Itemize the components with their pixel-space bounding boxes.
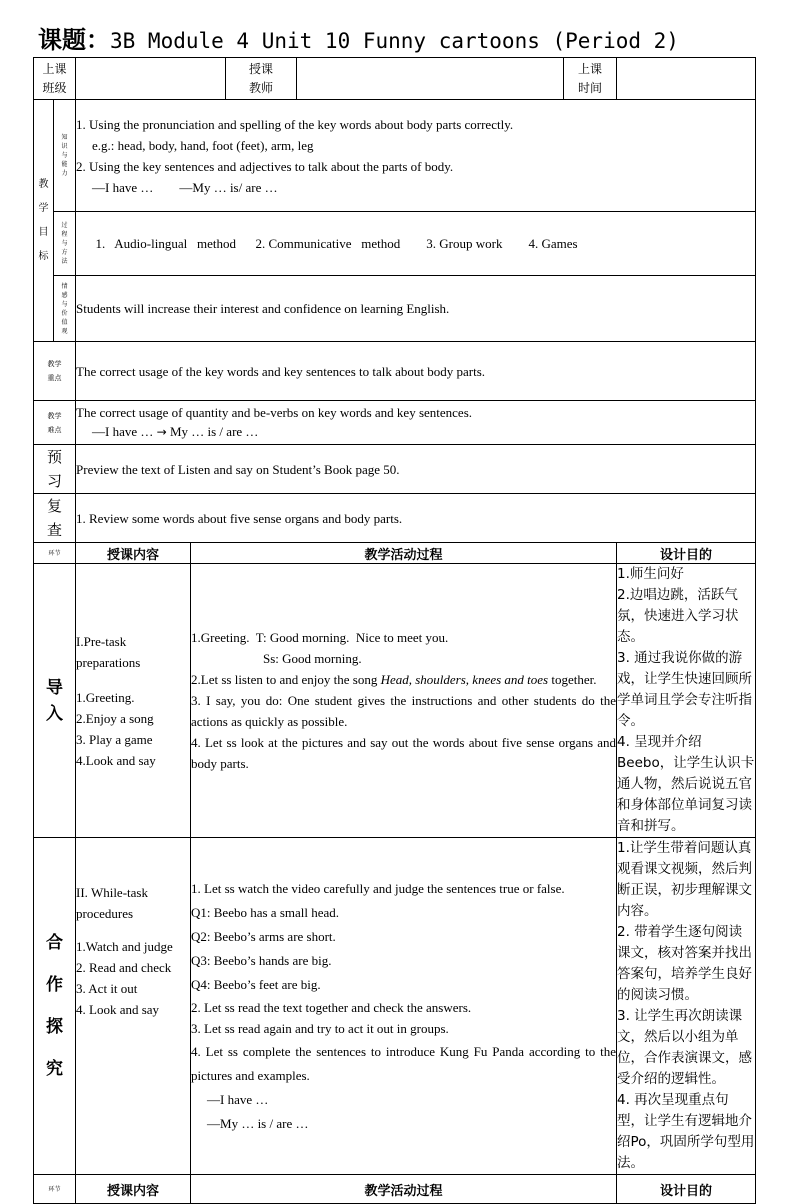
objectives-label <box>34 100 54 342</box>
content-title: I.Pre-task preparations <box>76 633 141 670</box>
knowledge-label-char: 识 <box>61 143 68 150</box>
preview-label-char: 预 <box>47 448 63 466</box>
knowledge-text <box>76 100 756 212</box>
review-row <box>34 494 756 543</box>
content-item: 3. Act it out <box>76 981 138 996</box>
knowledge-label-char: 力 <box>61 170 68 177</box>
teacher-label <box>226 58 297 100</box>
lesson-plan-table <box>33 57 756 1204</box>
difficult-points-text <box>76 401 756 445</box>
emotion-label <box>54 276 76 342</box>
class-label-line1: 上课 <box>42 61 67 76</box>
purpose-item: 2. 带着学生逐句阅读课文，核对答案并找出答案句，培养学生良好的阅读习惯。 <box>617 924 753 1003</box>
content-item: 3. Play a game <box>76 731 153 747</box>
class-label <box>34 58 76 100</box>
method-item: 2. Communicative method <box>255 236 401 251</box>
preview-label <box>34 445 76 494</box>
activity-header-row-2 <box>34 1175 756 1204</box>
difficult-points-label <box>34 401 76 445</box>
teacher-label-line1: 授课 <box>249 61 274 76</box>
while-task-row <box>34 838 756 1175</box>
preview-row <box>34 445 756 494</box>
time-label-line2: 时间 <box>578 80 603 95</box>
method-item: 3. Group work <box>426 236 503 251</box>
while-task-process <box>191 838 617 1175</box>
review-text: 1. Review some words about five sense organs and body parts. <box>76 494 756 543</box>
difficult-points-label-line: 教学 <box>47 411 62 420</box>
content-item: 2.Enjoy a song <box>76 710 154 726</box>
title-prefix: 课题： <box>38 26 110 54</box>
purpose-item: 2.边唱边跳，活跃气氛，快速进入学习状态。 <box>617 587 739 645</box>
process-line: Q2: Beebo’s arms are short. <box>191 928 336 944</box>
song-title: Head, shoulders, knees and toes <box>380 672 549 687</box>
emotion-label-char: 感 <box>61 291 68 299</box>
header-row <box>34 58 756 100</box>
time-label <box>564 58 617 100</box>
purpose-header: 设计目的 <box>617 1175 756 1204</box>
time-value[interactable] <box>617 58 756 100</box>
method-item: 1. Audio-lingual method <box>95 236 236 251</box>
content-item: 4.Look and say <box>76 752 156 768</box>
lesson-title <box>38 20 679 54</box>
content-item: 1.Greeting. <box>76 689 135 705</box>
title-text: 3B Module 4 Unit 10 Funny cartoons (Period 2) <box>110 29 679 53</box>
objectives-label-char: 标 <box>38 250 49 262</box>
purpose-item: 4. 呈现并介绍Beebo，让学生认识卡通人物，然后说说五官和身体部位单词复习读音和拼写。 <box>617 734 755 834</box>
while-task-purpose <box>617 838 756 1175</box>
preview-text: Preview the text of Listen and say on Student’s Book page 50. <box>76 445 756 494</box>
key-points-text: The correct usage of the key words and key sentences to talk about body parts. <box>76 342 756 401</box>
knowledge-line: e.g.: head, body, hand, foot (feet), arm, leg <box>92 137 314 153</box>
content-header: 授课内容 <box>76 543 191 564</box>
process-line: —My … is / are … <box>207 1115 309 1131</box>
teacher-label-line2: 教师 <box>249 80 274 95</box>
song-line <box>191 669 616 690</box>
stage-char: 入 <box>46 703 63 724</box>
arrow-right-icon: → <box>156 425 167 439</box>
stage-char: 合 <box>46 933 63 953</box>
teacher-value[interactable] <box>297 58 564 100</box>
process-line: Q3: Beebo’s hands are big. <box>191 952 332 968</box>
lead-in-stage <box>34 564 76 838</box>
review-label-char: 复 <box>47 497 63 515</box>
stage-header: 环节 <box>34 1175 76 1204</box>
process-header: 教学活动过程 <box>191 543 617 564</box>
knowledge-line: 2. Using the key sentences and adjectives to talk about the parts of body. <box>76 158 454 174</box>
emotion-label-char: 与 <box>61 300 68 308</box>
process-line: 3. Let ss read again and try to act it out in groups. <box>191 1020 449 1036</box>
process-label-char: 方 <box>61 249 68 256</box>
preview-label-char: 习 <box>47 472 63 490</box>
key-points-label <box>34 342 76 401</box>
knowledge-line: —I have … —My … is/ are … <box>92 179 278 195</box>
review-label-char: 查 <box>47 521 63 539</box>
difficult-line1: The correct usage of quantity and be-verbs on key words and key sentences. <box>76 405 473 420</box>
while-task-content <box>76 838 191 1175</box>
process-line: —I have … <box>207 1091 269 1107</box>
key-points-label-line: 重点 <box>47 374 62 382</box>
purpose-item: 3. 让学生再次朗读课文，然后以小组为单位，合作表演课文，感受介绍的逻辑性。 <box>617 1008 753 1087</box>
time-label-line1: 上课 <box>578 61 603 76</box>
stage-char: 探 <box>46 1017 63 1037</box>
difficult-points-label-line: 难点 <box>47 425 62 434</box>
emotion-label-char: 值 <box>61 318 68 326</box>
knowledge-label-char: 与 <box>61 152 68 159</box>
content-header: 授课内容 <box>76 1175 191 1204</box>
purpose-item: 4. 再次呈现重点句型，让学生有逻辑地介绍Po，巩固所学句型用法。 <box>617 1092 755 1171</box>
purpose-item: 1.师生问好 <box>617 566 684 582</box>
emotion-label-char: 价 <box>61 309 68 317</box>
emotion-text: Students will increase their interest and confidence on learning English. <box>76 276 756 342</box>
knowledge-label-char: 知 <box>61 134 68 141</box>
objectives-label-char: 教 <box>38 178 49 190</box>
process-line: Q4: Beebo’s feet are big. <box>191 976 321 992</box>
emotion-label-char: 观 <box>61 327 68 335</box>
lead-in-process <box>191 564 617 838</box>
look-line: 4. Let ss look at the pictures and say out the words about five sense organs and body parts. <box>191 735 617 771</box>
activity-header-row <box>34 543 756 564</box>
method-item: 4. Games <box>528 236 578 251</box>
stage-char: 作 <box>46 975 63 995</box>
process-methods <box>76 212 756 276</box>
process-line: Q1: Beebo has a small head. <box>191 904 340 920</box>
lead-in-content <box>76 564 191 838</box>
purpose-item: 1.让学生带着问题认真观看课文视频，然后判断正误，初步理解课文内容。 <box>617 840 753 919</box>
process-line: 4. Let ss complete the sentences to introduce Kung Fu Panda according to the pictures and examples. <box>191 1043 617 1083</box>
stage-char: 究 <box>46 1059 63 1079</box>
key-points-label-line: 教学 <box>47 360 62 368</box>
knowledge-label <box>54 100 76 212</box>
objectives-label-char: 目 <box>38 226 49 238</box>
objective-process-row <box>34 212 756 276</box>
class-value[interactable] <box>76 58 226 100</box>
stage-header: 环节 <box>34 543 76 564</box>
difficult-line2a: —I have … <box>92 424 154 439</box>
key-points-row <box>34 342 756 401</box>
process-line: 2. Let ss read the text together and check the answers. <box>191 999 472 1015</box>
class-label-line2: 班级 <box>42 80 67 95</box>
process-label-char: 法 <box>61 258 68 265</box>
content-item: 1.Watch and judge <box>76 939 173 954</box>
process-header: 教学活动过程 <box>191 1175 617 1204</box>
content-title: II. While-task procedures <box>76 885 148 921</box>
difficult-points-row <box>34 401 756 445</box>
difficult-line2b: My … is / are … <box>169 424 259 439</box>
content-item: 2. Read and check <box>76 960 172 975</box>
greeting-line: 1.Greeting. T: Good morning. Nice to meet you. <box>191 630 449 645</box>
game-line: 3. I say, you do: One student gives the instructions and other students do the actions as quickly as possible. <box>191 693 617 729</box>
song-post: together. <box>548 672 597 687</box>
lead-in-purpose <box>617 564 756 838</box>
process-label-char: 与 <box>61 240 68 247</box>
review-label <box>34 494 76 543</box>
knowledge-label-char: 能 <box>61 161 68 168</box>
emotion-label-char: 情 <box>61 282 68 290</box>
process-line: 1. Let ss watch the video carefully and judge the sentences true or false. <box>191 880 565 896</box>
purpose-item: 3. 通过我说你做的游戏，让学生快速回顾所学单词且学会专注听指令。 <box>617 650 753 729</box>
greeting-reply: Ss: Good morning. <box>263 651 362 666</box>
process-label <box>54 212 76 276</box>
content-item: 4. Look and say <box>76 1002 160 1017</box>
knowledge-line: 1. Using the pronunciation and spelling of the key words about body parts correctly. <box>76 116 514 132</box>
lead-in-row <box>34 564 756 838</box>
objective-emotion-row <box>34 276 756 342</box>
stage-char: 导 <box>46 677 63 698</box>
process-label-char: 程 <box>61 231 68 238</box>
while-task-stage <box>34 838 76 1175</box>
objective-knowledge-row <box>34 100 756 212</box>
song-pre: 2.Let ss listen to and enjoy the song <box>191 672 381 687</box>
objectives-label-char: 学 <box>38 202 49 214</box>
process-label-char: 过 <box>61 222 68 229</box>
purpose-header: 设计目的 <box>617 543 756 564</box>
